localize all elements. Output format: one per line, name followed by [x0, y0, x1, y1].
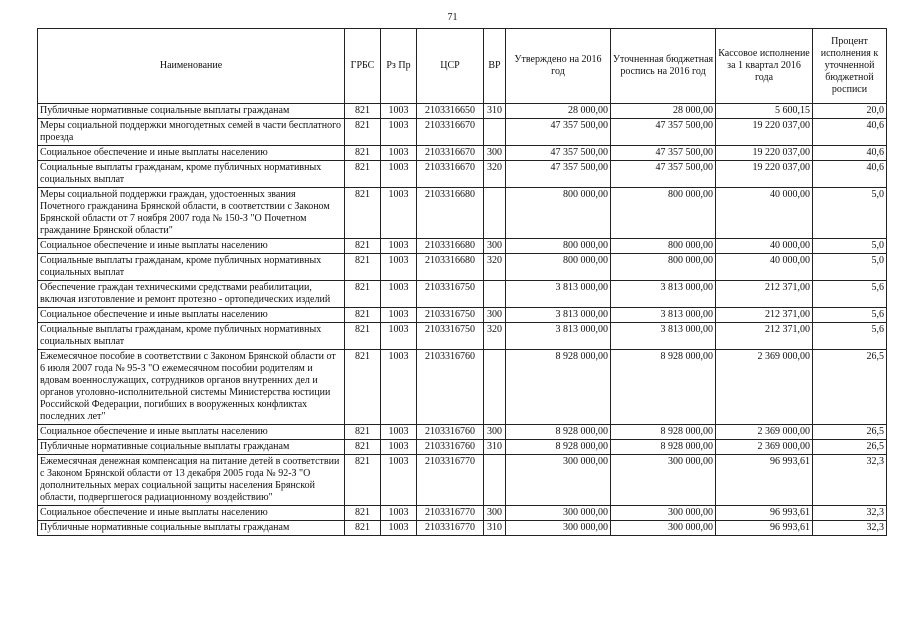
- cell-percent: 26,5: [813, 440, 887, 455]
- column-header-name: Наименование: [38, 29, 345, 104]
- cell-approved: 3 813 000,00: [506, 281, 611, 308]
- cell-rzpr: 1003: [381, 521, 417, 536]
- cell-rzpr: 1003: [381, 119, 417, 146]
- cell-vr: 320: [484, 254, 506, 281]
- cell-grbs: 821: [345, 521, 381, 536]
- column-header-cash: Кассовое исполнение за 1 квартал 2016 года: [716, 29, 813, 104]
- cell-grbs: 821: [345, 506, 381, 521]
- cell-revised: 800 000,00: [611, 254, 716, 281]
- cell-revised: 28 000,00: [611, 104, 716, 119]
- cell-rzpr: 1003: [381, 350, 417, 425]
- cell-approved: 800 000,00: [506, 239, 611, 254]
- table-row: [38, 308, 887, 323]
- cell-csr: 2103316670: [417, 161, 484, 188]
- cell-percent: 40,6: [813, 161, 887, 188]
- cell-percent: 5,0: [813, 188, 887, 239]
- cell-revised: 3 813 000,00: [611, 308, 716, 323]
- cell-name: Публичные нормативные социальные выплаты гражданам: [38, 440, 345, 455]
- table-row: [38, 350, 887, 425]
- cell-approved: 800 000,00: [506, 254, 611, 281]
- cell-vr: [484, 188, 506, 239]
- cell-rzpr: 1003: [381, 146, 417, 161]
- cell-name: Ежемесячное пособие в соответствии с Законом Брянской области от 6 июля 2007 года № 95-З "О ежемесячном пособии родителям и вдовам военнослужащих, сотрудников органов внутренних дел и органов уголовно-исполнительной системы Министерства юстиции Российской Федерации, погибших в вооруженных конфликтах последних лет": [38, 350, 345, 425]
- cell-csr: 2103316680: [417, 239, 484, 254]
- cell-grbs: 821: [345, 455, 381, 506]
- cell-cash: 96 993,61: [716, 506, 813, 521]
- table-row: [38, 281, 887, 308]
- cell-vr: [484, 281, 506, 308]
- cell-vr: 310: [484, 104, 506, 119]
- cell-rzpr: 1003: [381, 440, 417, 455]
- column-header-percent: Процент исполнения к уточненной бюджетной росписи: [813, 29, 887, 104]
- cell-grbs: 821: [345, 425, 381, 440]
- cell-name: Социальное обеспечение и иные выплаты населению: [38, 146, 345, 161]
- cell-grbs: 821: [345, 104, 381, 119]
- cell-approved: 300 000,00: [506, 521, 611, 536]
- cell-cash: 19 220 037,00: [716, 161, 813, 188]
- cell-revised: 800 000,00: [611, 239, 716, 254]
- table-row: [38, 506, 887, 521]
- cell-cash: 19 220 037,00: [716, 146, 813, 161]
- cell-cash: 212 371,00: [716, 281, 813, 308]
- cell-cash: 40 000,00: [716, 239, 813, 254]
- cell-approved: 3 813 000,00: [506, 308, 611, 323]
- cell-csr: 2103316760: [417, 425, 484, 440]
- cell-grbs: 821: [345, 281, 381, 308]
- cell-rzpr: 1003: [381, 104, 417, 119]
- column-header-vr: ВР: [484, 29, 506, 104]
- cell-csr: 2103316670: [417, 146, 484, 161]
- cell-approved: 8 928 000,00: [506, 440, 611, 455]
- cell-name: Меры социальной поддержки многодетных семей в части бесплатного проезда: [38, 119, 345, 146]
- table-row: [38, 455, 887, 506]
- cell-percent: 5,6: [813, 308, 887, 323]
- cell-cash: 96 993,61: [716, 521, 813, 536]
- cell-name: Социальное обеспечение и иные выплаты населению: [38, 239, 345, 254]
- cell-vr: 300: [484, 425, 506, 440]
- cell-percent: 26,5: [813, 350, 887, 425]
- column-header-rzpr: Рз Пр: [381, 29, 417, 104]
- cell-rzpr: 1003: [381, 323, 417, 350]
- cell-name: Социальные выплаты гражданам, кроме публичных нормативных социальных выплат: [38, 161, 345, 188]
- cell-revised: 8 928 000,00: [611, 425, 716, 440]
- cell-csr: 2103316770: [417, 521, 484, 536]
- cell-grbs: 821: [345, 161, 381, 188]
- cell-vr: [484, 119, 506, 146]
- cell-percent: 32,3: [813, 506, 887, 521]
- cell-vr: 300: [484, 308, 506, 323]
- budget-table: [37, 28, 887, 536]
- cell-name: Социальные выплаты гражданам, кроме публичных нормативных социальных выплат: [38, 254, 345, 281]
- cell-csr: 2103316750: [417, 281, 484, 308]
- column-header-revised: Уточненная бюджетная роспись на 2016 год: [611, 29, 716, 104]
- cell-vr: 320: [484, 323, 506, 350]
- table-row: [38, 119, 887, 146]
- cell-approved: 47 357 500,00: [506, 161, 611, 188]
- cell-revised: 300 000,00: [611, 506, 716, 521]
- cell-approved: 47 357 500,00: [506, 119, 611, 146]
- cell-grbs: 821: [345, 146, 381, 161]
- cell-approved: 300 000,00: [506, 455, 611, 506]
- cell-percent: 20,0: [813, 104, 887, 119]
- cell-csr: 2103316760: [417, 350, 484, 425]
- table-row: [38, 521, 887, 536]
- cell-revised: 47 357 500,00: [611, 161, 716, 188]
- cell-percent: 40,6: [813, 119, 887, 146]
- cell-name: Социальные выплаты гражданам, кроме публичных нормативных социальных выплат: [38, 323, 345, 350]
- cell-revised: 3 813 000,00: [611, 281, 716, 308]
- cell-vr: [484, 350, 506, 425]
- cell-approved: 3 813 000,00: [506, 323, 611, 350]
- cell-revised: 300 000,00: [611, 455, 716, 506]
- cell-percent: 26,5: [813, 425, 887, 440]
- cell-grbs: 821: [345, 350, 381, 425]
- cell-vr: 300: [484, 239, 506, 254]
- cell-rzpr: 1003: [381, 161, 417, 188]
- cell-vr: 300: [484, 506, 506, 521]
- cell-vr: 310: [484, 440, 506, 455]
- cell-grbs: 821: [345, 188, 381, 239]
- cell-rzpr: 1003: [381, 506, 417, 521]
- cell-vr: 300: [484, 146, 506, 161]
- cell-rzpr: 1003: [381, 239, 417, 254]
- cell-cash: 2 369 000,00: [716, 440, 813, 455]
- cell-grbs: 821: [345, 323, 381, 350]
- table-row: [38, 323, 887, 350]
- cell-revised: 47 357 500,00: [611, 119, 716, 146]
- table-row: [38, 188, 887, 239]
- cell-rzpr: 1003: [381, 254, 417, 281]
- cell-percent: 40,6: [813, 146, 887, 161]
- cell-cash: 40 000,00: [716, 188, 813, 239]
- cell-revised: 8 928 000,00: [611, 350, 716, 425]
- cell-name: Обеспечение граждан техническими средствами реабилитации, включая изготовление и ремонт протезно - ортопедических изделий: [38, 281, 345, 308]
- cell-csr: 2103316670: [417, 119, 484, 146]
- cell-cash: 2 369 000,00: [716, 425, 813, 440]
- cell-percent: 5,0: [813, 239, 887, 254]
- table-row: [38, 254, 887, 281]
- cell-approved: 800 000,00: [506, 188, 611, 239]
- cell-name: Меры социальной поддержки граждан, удостоенных звания Почетного гражданина Брянской области, в соответствии с Законом Брянской области от 7 ноября 2007 года № 150-З "О Почетном гражданине Брянской области": [38, 188, 345, 239]
- cell-approved: 8 928 000,00: [506, 350, 611, 425]
- cell-vr: [484, 455, 506, 506]
- cell-percent: 32,3: [813, 455, 887, 506]
- cell-csr: 2103316770: [417, 506, 484, 521]
- table-header-row: [38, 29, 887, 104]
- cell-cash: 19 220 037,00: [716, 119, 813, 146]
- column-header-approved: Утверждено на 2016 год: [506, 29, 611, 104]
- cell-name: Публичные нормативные социальные выплаты гражданам: [38, 521, 345, 536]
- table-row: [38, 239, 887, 254]
- cell-cash: 5 600,15: [716, 104, 813, 119]
- cell-csr: 2103316750: [417, 323, 484, 350]
- cell-percent: 5,6: [813, 281, 887, 308]
- table-row: [38, 146, 887, 161]
- cell-grbs: 821: [345, 119, 381, 146]
- cell-vr: 310: [484, 521, 506, 536]
- table-row: [38, 161, 887, 188]
- cell-csr: 2103316750: [417, 308, 484, 323]
- table-row: [38, 104, 887, 119]
- cell-grbs: 821: [345, 239, 381, 254]
- table-row: [38, 440, 887, 455]
- cell-name: Социальное обеспечение и иные выплаты населению: [38, 506, 345, 521]
- cell-csr: 2103316770: [417, 455, 484, 506]
- cell-percent: 5,0: [813, 254, 887, 281]
- cell-revised: 800 000,00: [611, 188, 716, 239]
- cell-csr: 2103316650: [417, 104, 484, 119]
- cell-csr: 2103316760: [417, 440, 484, 455]
- table-row: [38, 425, 887, 440]
- cell-percent: 32,3: [813, 521, 887, 536]
- cell-rzpr: 1003: [381, 308, 417, 323]
- cell-cash: 40 000,00: [716, 254, 813, 281]
- cell-grbs: 821: [345, 254, 381, 281]
- cell-rzpr: 1003: [381, 425, 417, 440]
- cell-cash: 212 371,00: [716, 308, 813, 323]
- cell-approved: 8 928 000,00: [506, 425, 611, 440]
- cell-grbs: 821: [345, 308, 381, 323]
- cell-name: Социальное обеспечение и иные выплаты населению: [38, 308, 345, 323]
- cell-rzpr: 1003: [381, 455, 417, 506]
- cell-percent: 5,6: [813, 323, 887, 350]
- cell-revised: 300 000,00: [611, 521, 716, 536]
- cell-vr: 320: [484, 161, 506, 188]
- cell-revised: 47 357 500,00: [611, 146, 716, 161]
- cell-name: Публичные нормативные социальные выплаты гражданам: [38, 104, 345, 119]
- cell-csr: 2103316680: [417, 254, 484, 281]
- cell-cash: 2 369 000,00: [716, 350, 813, 425]
- cell-csr: 2103316680: [417, 188, 484, 239]
- cell-approved: 300 000,00: [506, 506, 611, 521]
- cell-approved: 47 357 500,00: [506, 146, 611, 161]
- column-header-grbs: ГРБС: [345, 29, 381, 104]
- cell-grbs: 821: [345, 440, 381, 455]
- cell-rzpr: 1003: [381, 281, 417, 308]
- cell-revised: 3 813 000,00: [611, 323, 716, 350]
- cell-name: Социальное обеспечение и иные выплаты населению: [38, 425, 345, 440]
- cell-approved: 28 000,00: [506, 104, 611, 119]
- column-header-csr: ЦСР: [417, 29, 484, 104]
- cell-cash: 96 993,61: [716, 455, 813, 506]
- cell-name: Ежемесячная денежная компенсация на питание детей в соответствии с Законом Брянской области от 13 декабря 2005 года № 92-З "О дополнительных мерах социальной защиты населения Брянской области, подвергшегося радиационному воздействию": [38, 455, 345, 506]
- cell-revised: 8 928 000,00: [611, 440, 716, 455]
- cell-rzpr: 1003: [381, 188, 417, 239]
- cell-cash: 212 371,00: [716, 323, 813, 350]
- page-number: 71: [447, 12, 458, 23]
